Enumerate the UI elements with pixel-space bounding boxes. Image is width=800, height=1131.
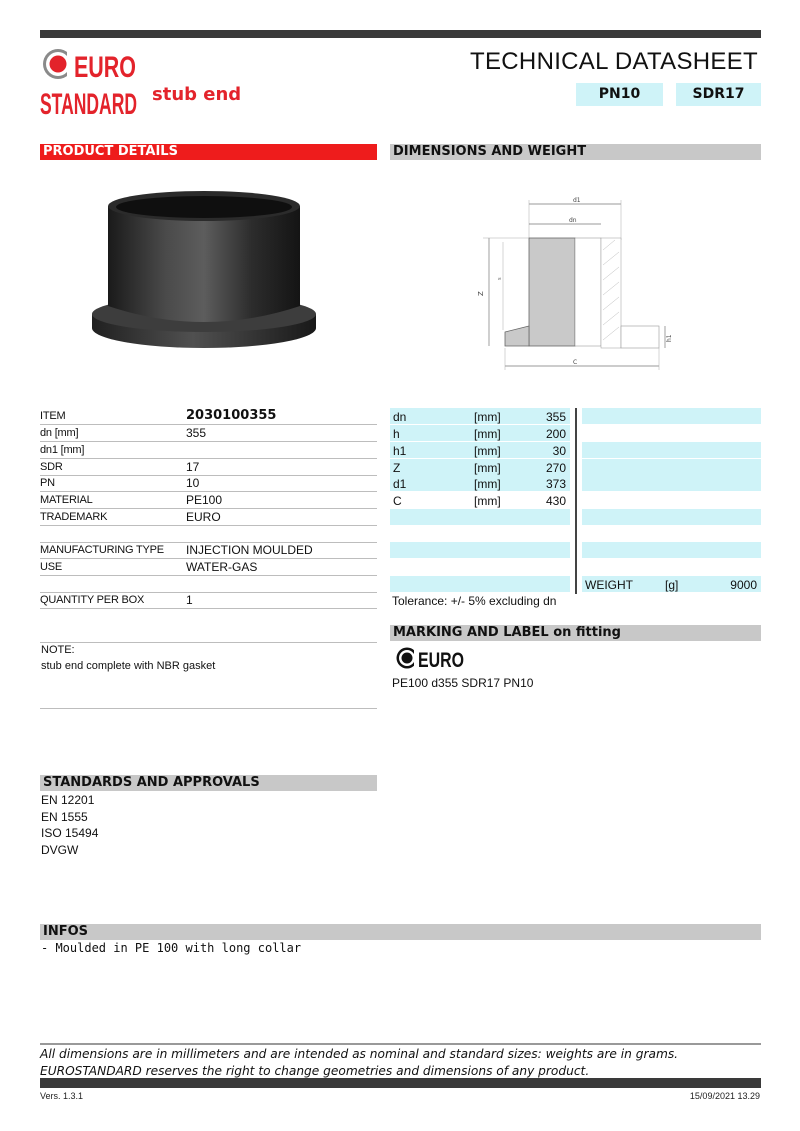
svg-text:STANDARD: STANDARD	[40, 88, 137, 116]
trademark-label: TRADEMARK	[40, 511, 108, 523]
item-row	[40, 408, 377, 425]
standard-item: EN 1555	[41, 810, 88, 824]
dim-row-empty	[390, 526, 570, 543]
item-label: ITEM	[40, 410, 66, 422]
infos-header: INFOS	[40, 924, 761, 940]
weight-value: 9000	[730, 578, 757, 592]
dim-name: Z	[393, 461, 401, 475]
pn-badge: PN10	[576, 83, 663, 106]
empty-row	[40, 576, 377, 593]
dn1-row	[40, 442, 377, 459]
marking-label-text: PE100 d355 SDR17 PN10	[392, 676, 534, 690]
dim-row-empty	[390, 509, 570, 526]
sdr-label: SDR	[40, 461, 63, 473]
extra-row	[582, 408, 761, 425]
material-row	[40, 492, 377, 509]
dim-row-c	[390, 492, 570, 509]
empty-row	[40, 526, 377, 543]
extra-row	[582, 526, 761, 543]
footer-line-2: EUROSTANDARD reserves the right to change geometries and dimensions of any product.	[40, 1064, 590, 1078]
svg-text:dn: dn	[569, 217, 577, 224]
dim-row-d1	[390, 475, 570, 492]
dim-name: h1	[393, 444, 407, 458]
dim-value: 30	[552, 444, 566, 458]
weight-unit: [g]	[665, 578, 679, 592]
dim-row-z	[390, 459, 570, 476]
extra-row	[582, 509, 761, 526]
bottom-bar	[40, 1078, 761, 1088]
pn-label: PN	[40, 477, 55, 489]
extra-row	[582, 459, 761, 476]
svg-text:C: C	[573, 359, 578, 366]
dim-row-h1	[390, 442, 570, 459]
svg-text:d1: d1	[573, 197, 581, 204]
svg-text:EURO: EURO	[418, 649, 464, 670]
footer-disclaimer	[40, 1046, 761, 1080]
footer-line-1: All dimensions are in millimeters and are intended as nominal and standard sizes: weights are in grams.	[40, 1047, 679, 1061]
dim-unit: [mm]	[474, 410, 501, 424]
weight-label: WEIGHT	[585, 578, 633, 592]
extra-row	[582, 542, 761, 559]
pn-value: 10	[186, 476, 200, 490]
dim-value: 270	[545, 461, 566, 475]
eurostandard-logo	[40, 48, 138, 116]
timestamp-text: 15/09/2021 13.29	[689, 1091, 760, 1101]
standards-header: STANDARDS AND APPROVALS	[40, 775, 377, 791]
tolerance-text: Tolerance: +/- 5% excluding dn	[392, 594, 557, 608]
dimension-diagram	[455, 180, 695, 380]
product-name: stub end	[152, 84, 242, 105]
dn-label: dn [mm]	[40, 427, 79, 439]
divider	[40, 708, 377, 709]
note-text: stub end complete with NBR gasket	[41, 660, 216, 672]
dim-value: 430	[545, 494, 566, 508]
sdr-badge: SDR17	[676, 83, 761, 106]
dn-value: 355	[186, 426, 207, 440]
manufacturing-type-row	[40, 542, 377, 559]
dimensions-weight-header: DIMENSIONS AND WEIGHT	[390, 144, 761, 160]
document-title: TECHNICAL DATASHEET	[470, 48, 758, 75]
extra-row	[582, 492, 761, 509]
standard-item: EN 12201	[41, 793, 95, 807]
note-label: NOTE:	[41, 644, 75, 656]
item-value: 2030100355	[186, 408, 277, 423]
extra-row	[582, 559, 761, 576]
divider	[40, 642, 377, 643]
footer-divider	[40, 1043, 761, 1045]
dim-value: 373	[545, 477, 566, 491]
quantity-row	[40, 592, 377, 609]
svg-text:EURO: EURO	[74, 51, 136, 84]
use-value: WATER-GAS	[186, 560, 258, 574]
weight-row	[582, 576, 761, 593]
product-image	[88, 188, 320, 358]
info-item: - Moulded in PE 100 with long collar	[41, 941, 302, 955]
dn-row	[40, 425, 377, 442]
dim-unit: [mm]	[474, 444, 501, 458]
trademark-value: EURO	[186, 510, 221, 524]
svg-text:Z: Z	[477, 291, 485, 296]
material-label: MATERIAL	[40, 494, 93, 506]
dim-name: dn	[393, 410, 407, 424]
column-separator	[575, 408, 577, 594]
dim-value: 355	[545, 410, 566, 424]
svg-text:s: s	[497, 277, 503, 280]
dim-value: 200	[545, 427, 566, 441]
marking-header: MARKING AND LABEL on fitting	[390, 625, 761, 641]
dim-row-empty	[390, 576, 570, 593]
top-bar	[40, 30, 761, 38]
sdr-row	[40, 459, 377, 476]
dim-name: h	[393, 427, 400, 441]
dim-name: d1	[393, 477, 407, 491]
use-row	[40, 559, 377, 576]
product-details-header: PRODUCT DETAILS	[40, 144, 377, 160]
extra-row	[582, 442, 761, 459]
marking-logo	[396, 646, 466, 670]
dim-unit: [mm]	[474, 494, 501, 508]
sdr-value: 17	[186, 460, 200, 474]
dim-unit: [mm]	[474, 477, 501, 491]
manufacturing-type-label: MANUFACTURING TYPE	[40, 544, 164, 556]
dim-unit: [mm]	[474, 461, 501, 475]
dim-name: C	[393, 494, 402, 508]
standard-item: ISO 15494	[41, 826, 99, 840]
trademark-row	[40, 509, 377, 526]
use-label: USE	[40, 561, 63, 573]
extra-row	[582, 475, 761, 492]
dim-row-dn	[390, 408, 570, 425]
material-value: PE100	[186, 493, 223, 507]
dn1-label: dn1 [mm]	[40, 444, 85, 456]
dim-row-empty	[390, 542, 570, 559]
quantity-label: QUANTITY PER BOX	[40, 594, 145, 606]
quantity-value: 1	[186, 593, 193, 607]
pn-row	[40, 475, 377, 492]
extra-row	[582, 425, 761, 442]
svg-text:h1: h1	[666, 334, 673, 342]
standard-item: DVGW	[41, 843, 79, 857]
dim-row-empty	[390, 559, 570, 576]
dim-row-h	[390, 425, 570, 442]
dim-unit: [mm]	[474, 427, 501, 441]
manufacturing-type-value: INJECTION MOULDED	[186, 543, 313, 557]
version-text: Vers. 1.3.1	[40, 1091, 84, 1101]
